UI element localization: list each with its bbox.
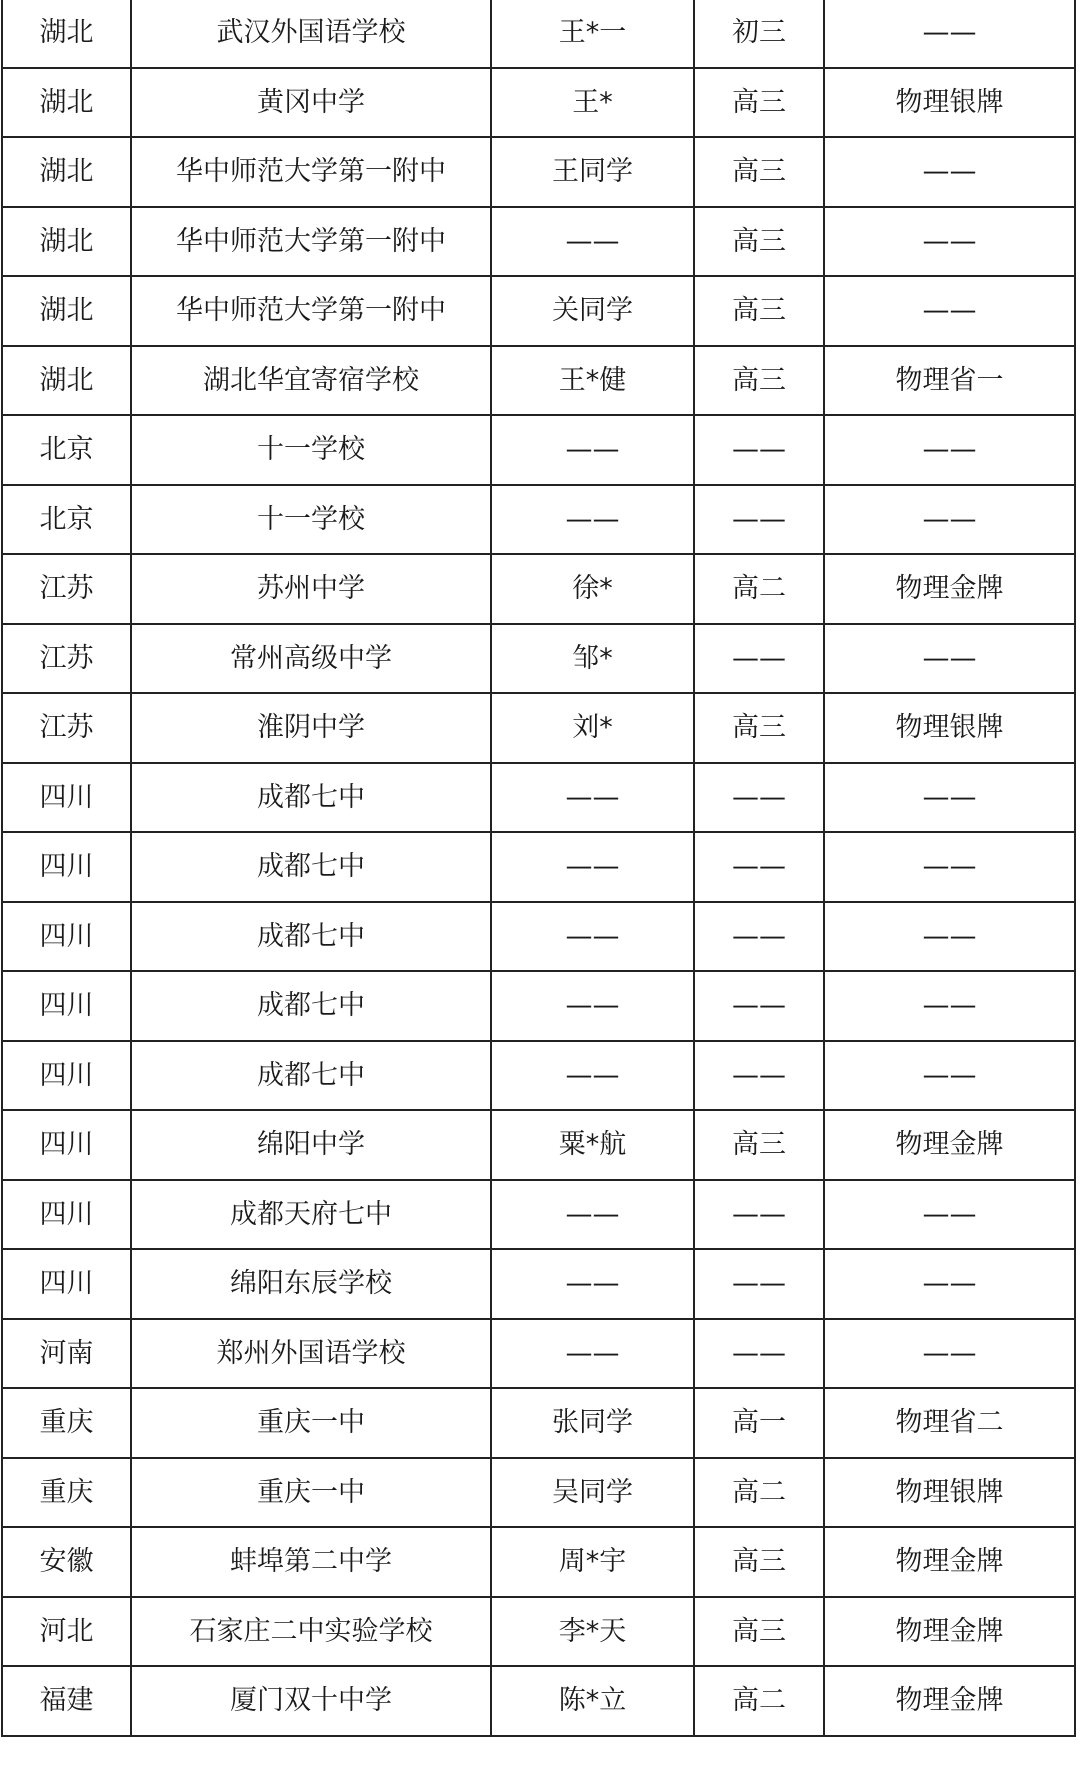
table-row bbox=[2, 207, 1075, 277]
grade-cell: 高三 bbox=[694, 1527, 824, 1597]
province-cell: 四川 bbox=[2, 763, 131, 833]
award-cell: —— bbox=[824, 902, 1075, 972]
award-cell: —— bbox=[824, 624, 1075, 694]
table-row bbox=[2, 68, 1075, 138]
table-row bbox=[2, 415, 1075, 485]
province-cell: 重庆 bbox=[2, 1458, 131, 1528]
province-cell: 湖北 bbox=[2, 276, 131, 346]
student-name-cell: —— bbox=[491, 832, 694, 902]
school-cell: 十一学校 bbox=[131, 415, 491, 485]
student-name-cell: 王* bbox=[491, 68, 694, 138]
student-name-cell: —— bbox=[491, 415, 694, 485]
student-name-cell: 张同学 bbox=[491, 1388, 694, 1458]
award-cell: —— bbox=[824, 832, 1075, 902]
grade-cell: 高三 bbox=[694, 137, 824, 207]
student-name-cell: 粟*航 bbox=[491, 1110, 694, 1180]
grade-cell: 高三 bbox=[694, 276, 824, 346]
table-row bbox=[2, 0, 1075, 68]
award-cell: 物理省一 bbox=[824, 346, 1075, 416]
grade-cell: —— bbox=[694, 624, 824, 694]
award-cell: —— bbox=[824, 415, 1075, 485]
school-cell: 苏州中学 bbox=[131, 554, 491, 624]
grade-cell: 高三 bbox=[694, 693, 824, 763]
grade-cell: 高一 bbox=[694, 1388, 824, 1458]
table-row bbox=[2, 1249, 1075, 1319]
student-name-cell: —— bbox=[491, 1180, 694, 1250]
province-cell: 湖北 bbox=[2, 137, 131, 207]
student-name-cell: —— bbox=[491, 207, 694, 277]
province-cell: 四川 bbox=[2, 971, 131, 1041]
grade-cell: —— bbox=[694, 415, 824, 485]
student-name-cell: —— bbox=[491, 485, 694, 555]
grade-cell: 高二 bbox=[694, 554, 824, 624]
table-row bbox=[2, 1180, 1075, 1250]
student-name-cell: 陈*立 bbox=[491, 1666, 694, 1736]
student-name-cell: —— bbox=[491, 1249, 694, 1319]
grade-cell: —— bbox=[694, 1319, 824, 1389]
award-cell: —— bbox=[824, 485, 1075, 555]
province-cell: 重庆 bbox=[2, 1388, 131, 1458]
province-cell: 四川 bbox=[2, 832, 131, 902]
table-row bbox=[2, 1597, 1075, 1667]
table-row bbox=[2, 902, 1075, 972]
school-cell: 石家庄二中实验学校 bbox=[131, 1597, 491, 1667]
grade-cell: —— bbox=[694, 763, 824, 833]
province-cell: 四川 bbox=[2, 1180, 131, 1250]
table-row bbox=[2, 1527, 1075, 1597]
school-cell: 成都七中 bbox=[131, 1041, 491, 1111]
table-row bbox=[2, 971, 1075, 1041]
province-cell: 四川 bbox=[2, 1110, 131, 1180]
student-name-cell: 邹* bbox=[491, 624, 694, 694]
grade-cell: 高三 bbox=[694, 207, 824, 277]
student-name-cell: 刘* bbox=[491, 693, 694, 763]
award-cell: —— bbox=[824, 1041, 1075, 1111]
school-cell: 绵阳东辰学校 bbox=[131, 1249, 491, 1319]
province-cell: 湖北 bbox=[2, 207, 131, 277]
grade-cell: —— bbox=[694, 832, 824, 902]
school-cell: 湖北华宜寄宿学校 bbox=[131, 346, 491, 416]
grade-cell: 高三 bbox=[694, 346, 824, 416]
award-cell: —— bbox=[824, 1249, 1075, 1319]
student-table bbox=[1, 0, 1076, 1737]
table-row bbox=[2, 763, 1075, 833]
award-cell: —— bbox=[824, 276, 1075, 346]
school-cell: 成都七中 bbox=[131, 832, 491, 902]
table-row bbox=[2, 554, 1075, 624]
school-cell: 厦门双十中学 bbox=[131, 1666, 491, 1736]
school-cell: 成都七中 bbox=[131, 971, 491, 1041]
table-row bbox=[2, 485, 1075, 555]
table-row bbox=[2, 1666, 1075, 1736]
grade-cell: —— bbox=[694, 485, 824, 555]
school-cell: 重庆一中 bbox=[131, 1458, 491, 1528]
student-name-cell: 李*天 bbox=[491, 1597, 694, 1667]
table-row bbox=[2, 624, 1075, 694]
school-cell: 常州高级中学 bbox=[131, 624, 491, 694]
school-cell: 重庆一中 bbox=[131, 1388, 491, 1458]
award-cell: —— bbox=[824, 763, 1075, 833]
table-row bbox=[2, 1458, 1075, 1528]
student-name-cell: 王*一 bbox=[491, 0, 694, 68]
school-cell: 淮阴中学 bbox=[131, 693, 491, 763]
student-name-cell: 关同学 bbox=[491, 276, 694, 346]
province-cell: 河南 bbox=[2, 1319, 131, 1389]
student-name-cell: —— bbox=[491, 971, 694, 1041]
school-cell: 黄冈中学 bbox=[131, 68, 491, 138]
grade-cell: 高三 bbox=[694, 1110, 824, 1180]
province-cell: 湖北 bbox=[2, 0, 131, 68]
school-cell: 十一学校 bbox=[131, 485, 491, 555]
award-cell: 物理金牌 bbox=[824, 1666, 1075, 1736]
school-cell: 郑州外国语学校 bbox=[131, 1319, 491, 1389]
province-cell: 四川 bbox=[2, 902, 131, 972]
grade-cell: —— bbox=[694, 1041, 824, 1111]
award-cell: 物理金牌 bbox=[824, 1110, 1075, 1180]
table-body bbox=[2, 0, 1075, 1736]
province-cell: 安徽 bbox=[2, 1527, 131, 1597]
award-cell: —— bbox=[824, 137, 1075, 207]
student-name-cell: 王同学 bbox=[491, 137, 694, 207]
grade-cell: 初三 bbox=[694, 0, 824, 68]
award-cell: —— bbox=[824, 1319, 1075, 1389]
table-row bbox=[2, 832, 1075, 902]
award-cell: —— bbox=[824, 207, 1075, 277]
student-name-cell: —— bbox=[491, 763, 694, 833]
student-name-cell: —— bbox=[491, 902, 694, 972]
student-name-cell: 徐* bbox=[491, 554, 694, 624]
province-cell: 四川 bbox=[2, 1041, 131, 1111]
table-row bbox=[2, 693, 1075, 763]
school-cell: 华中师范大学第一附中 bbox=[131, 137, 491, 207]
award-cell: 物理银牌 bbox=[824, 68, 1075, 138]
student-name-cell: 王*健 bbox=[491, 346, 694, 416]
table-row bbox=[2, 1319, 1075, 1389]
award-cell: 物理银牌 bbox=[824, 1458, 1075, 1528]
school-cell: 成都七中 bbox=[131, 763, 491, 833]
grade-cell: 高二 bbox=[694, 1458, 824, 1528]
grade-cell: —— bbox=[694, 902, 824, 972]
province-cell: 北京 bbox=[2, 415, 131, 485]
award-cell: 物理省二 bbox=[824, 1388, 1075, 1458]
province-cell: 江苏 bbox=[2, 624, 131, 694]
school-cell: 华中师范大学第一附中 bbox=[131, 276, 491, 346]
province-cell: 湖北 bbox=[2, 346, 131, 416]
award-cell: 物理银牌 bbox=[824, 693, 1075, 763]
province-cell: 湖北 bbox=[2, 68, 131, 138]
province-cell: 北京 bbox=[2, 485, 131, 555]
award-cell: 物理金牌 bbox=[824, 1527, 1075, 1597]
award-cell: 物理金牌 bbox=[824, 1597, 1075, 1667]
table-row bbox=[2, 137, 1075, 207]
school-cell: 蚌埠第二中学 bbox=[131, 1527, 491, 1597]
award-cell: —— bbox=[824, 1180, 1075, 1250]
province-cell: 江苏 bbox=[2, 554, 131, 624]
table-row bbox=[2, 346, 1075, 416]
student-name-cell: —— bbox=[491, 1041, 694, 1111]
award-cell: 物理金牌 bbox=[824, 554, 1075, 624]
table-row bbox=[2, 276, 1075, 346]
grade-cell: —— bbox=[694, 1249, 824, 1319]
school-cell: 绵阳中学 bbox=[131, 1110, 491, 1180]
province-cell: 福建 bbox=[2, 1666, 131, 1736]
award-cell: —— bbox=[824, 0, 1075, 68]
table-row bbox=[2, 1041, 1075, 1111]
grade-cell: 高二 bbox=[694, 1666, 824, 1736]
province-cell: 四川 bbox=[2, 1249, 131, 1319]
school-cell: 华中师范大学第一附中 bbox=[131, 207, 491, 277]
province-cell: 河北 bbox=[2, 1597, 131, 1667]
grade-cell: —— bbox=[694, 971, 824, 1041]
student-name-cell: 吴同学 bbox=[491, 1458, 694, 1528]
school-cell: 成都天府七中 bbox=[131, 1180, 491, 1250]
grade-cell: 高三 bbox=[694, 68, 824, 138]
table-row bbox=[2, 1110, 1075, 1180]
grade-cell: 高三 bbox=[694, 1597, 824, 1667]
province-cell: 江苏 bbox=[2, 693, 131, 763]
school-cell: 成都七中 bbox=[131, 902, 491, 972]
student-name-cell: 周*宇 bbox=[491, 1527, 694, 1597]
award-cell: —— bbox=[824, 971, 1075, 1041]
grade-cell: —— bbox=[694, 1180, 824, 1250]
table-row bbox=[2, 1388, 1075, 1458]
student-name-cell: —— bbox=[491, 1319, 694, 1389]
school-cell: 武汉外国语学校 bbox=[131, 0, 491, 68]
